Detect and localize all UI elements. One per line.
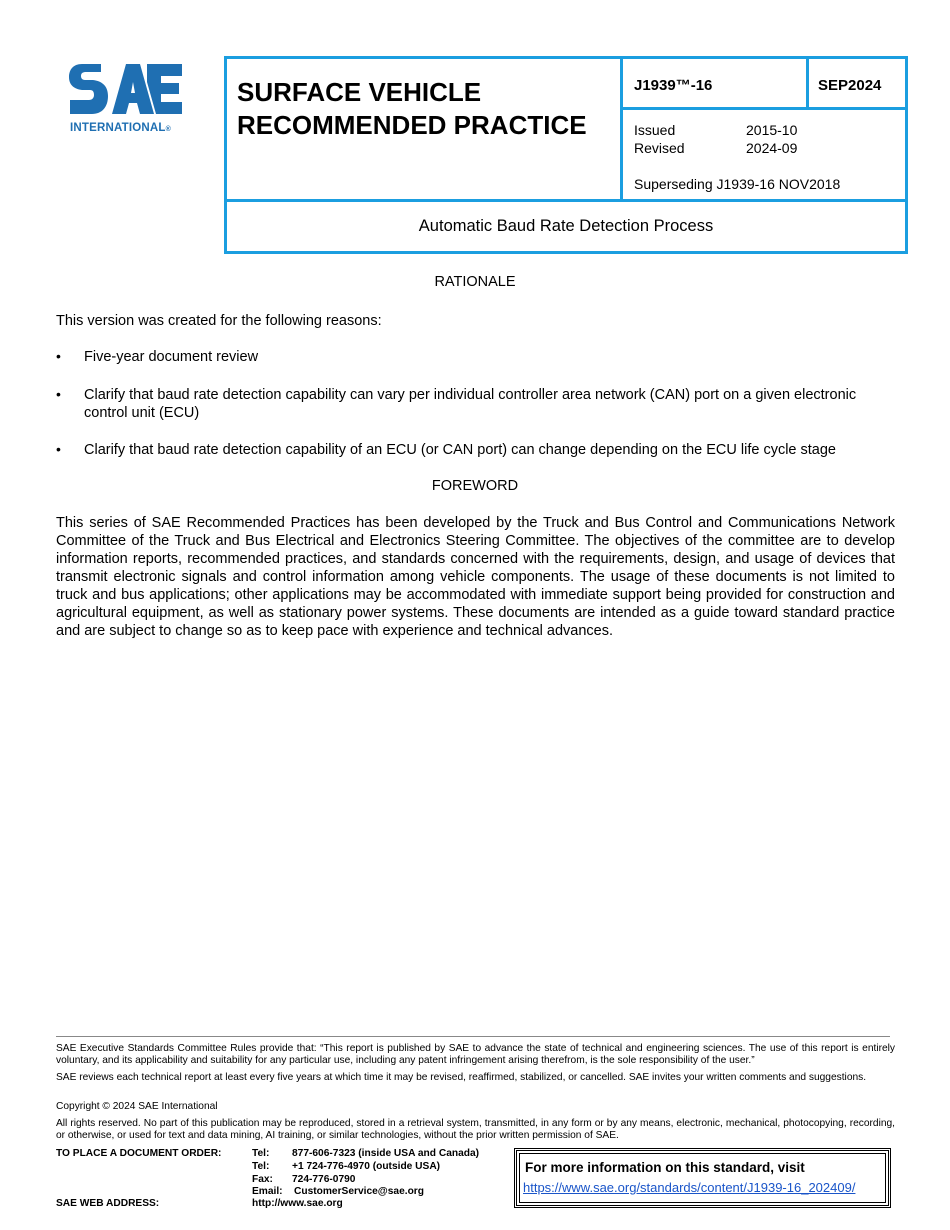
foreword-heading: FOREWORD <box>431 478 519 494</box>
footer-rights: All rights reserved. No part of this publication may be reproduced, stored in a retrieval system, transmitted, in any form or by any means, electronic, mechanical, photocopying, recording, or otherwise, or used for text and data mining, AI training, or similar technologies, without the prior written permission of SAE. <box>56 1118 895 1141</box>
foreword-paragraph: This series of SAE Recommended Practices has been developed by the Truck and Bus Control and Communications Network Committee of the Truck and Bus Electrical and Electronics Steering Committee. The objectives of the committee are to develop information reports, recommended practices, and standards concerned with the requirements, design, and usage of devices that transmit electronic signals and control information among vehicle components. The usage of these documents is not limited to truck and bus applications; other applications may be accommodated with immediate support being provided for construction and agricultural equipment, as well as stationary power systems. These documents are intended as a guide toward standard practice and are subject to change so as to keep pace with experience and technical advances. <box>56 515 895 639</box>
issued-label: Issued <box>634 122 676 138</box>
more-info-heading: For more information on this standard, visit <box>525 1160 805 1175</box>
footer-copyright: Copyright © 2024 SAE International <box>56 1101 218 1112</box>
contact-value: 724-776-0790 <box>292 1174 356 1185</box>
contact-label: Tel: <box>252 1161 270 1172</box>
document-type-title: SURFACE VEHICLE RECOMMENDED PRACTICE <box>237 77 587 140</box>
standard-info-link[interactable]: https://www.sae.org/standards/content/J1939-16_202409/ <box>523 1180 856 1195</box>
rationale-bullet: Clarify that baud rate detection capability can vary per individual controller area network (CAN) port on a given electronic control unit (ECU) <box>84 387 857 421</box>
contact-value: 877-606-7323 (inside USA and Canada) <box>292 1148 480 1159</box>
rationale-bullet: Clarify that baud rate detection capability of an ECU (or CAN port) can change depending on the ECU life cycle stage <box>84 442 836 458</box>
header-divider-horizontal <box>224 199 908 202</box>
rationale-bullet: Five-year document review <box>84 349 259 365</box>
contact-email[interactable]: CustomerService@sae.org <box>294 1186 424 1197</box>
more-info-box <box>514 1148 891 1208</box>
revised-value: 2024-09 <box>746 140 798 156</box>
document-date-code: SEP2024 <box>818 77 882 94</box>
document-subject: Automatic Baud Rate Detection Process <box>418 217 714 235</box>
superseding-note: Superseding J1939-16 NOV2018 <box>634 176 841 192</box>
footer-divider <box>56 1036 890 1037</box>
header-divider-horizontal <box>620 107 908 110</box>
sae-logo <box>68 60 193 140</box>
logo-subtitle: INTERNATIONAL® <box>70 122 172 134</box>
contact-label: Email: <box>252 1186 283 1197</box>
contact-label: Fax: <box>252 1174 273 1185</box>
bullet-icon: • <box>56 348 61 364</box>
revised-label: Revised <box>634 140 685 156</box>
contact-value: +1 724-776-4970 (outside USA) <box>292 1161 441 1172</box>
rationale-intro: This version was created for the following reasons: <box>56 313 382 329</box>
rationale-heading: RATIONALE <box>434 274 516 290</box>
order-label: TO PLACE A DOCUMENT ORDER: <box>56 1148 222 1159</box>
document-number: J1939™-16 <box>634 77 713 94</box>
web-address-label: SAE WEB ADDRESS: <box>56 1198 160 1209</box>
footer-rules: SAE Executive Standards Committee Rules provide that: “This report is published by SAE to advance the state of technical and engineering sciences. The use of this report is entirely voluntary, and its applicability and suitability for any particular use, including any patent infringement arising therefrom, is the sole responsibility of the user.” <box>56 1043 895 1066</box>
bullet-icon: • <box>56 441 61 457</box>
document-header <box>224 56 908 254</box>
sae-logo-mark-icon <box>68 60 183 118</box>
header-divider-vertical <box>620 56 623 202</box>
header-divider-vertical <box>806 56 809 110</box>
contact-label: Tel: <box>252 1148 270 1159</box>
footer-review: SAE reviews each technical report at least every five years at which time it may be revised, reaffirmed, stabilized, or cancelled. SAE invites your written comments and suggestions. <box>56 1072 867 1083</box>
bullet-icon: • <box>56 386 61 402</box>
web-address-link[interactable]: http://www.sae.org <box>252 1198 343 1209</box>
issued-value: 2015-10 <box>746 122 798 138</box>
